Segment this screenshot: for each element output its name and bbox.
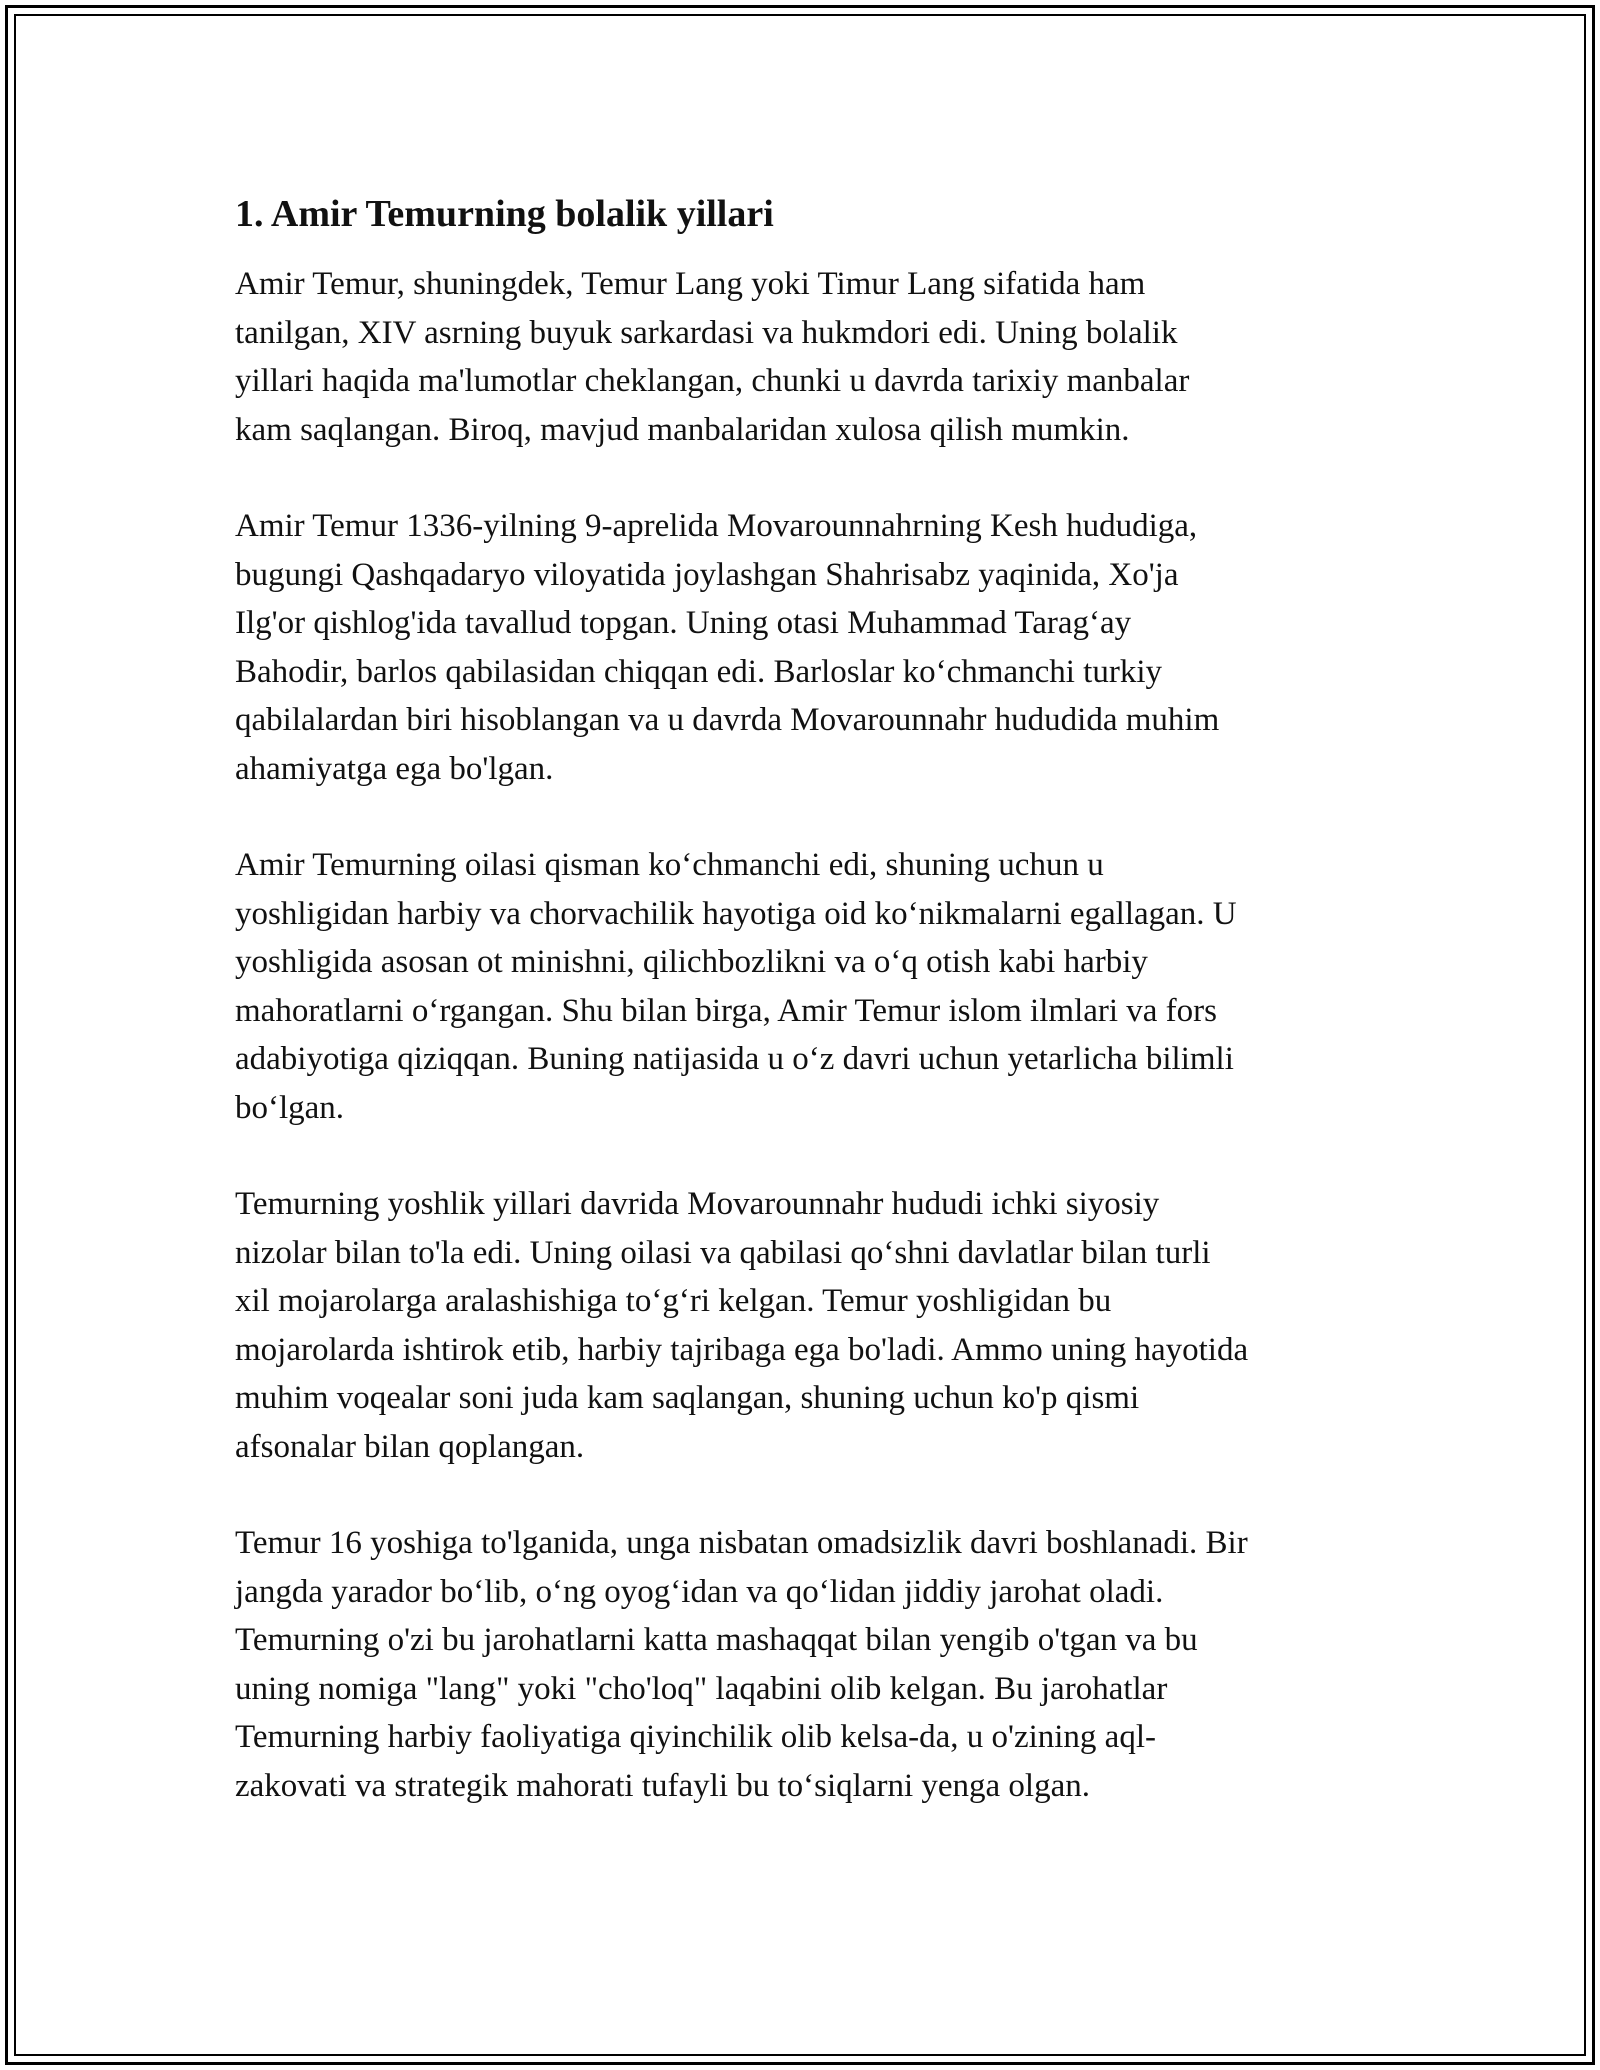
paragraph-line: Bahodir, barlos qabilasidan chiqqan edi. Barloslar ko‘chmanchi turkiy xyxy=(235,653,1163,690)
paragraph-line: kam saqlangan. Biroq, mavjud manbalaridan xulosa qilish mumkin. xyxy=(235,411,1130,448)
paragraph-line: Temurning yoshlik yillari davrida Movarounnahr hududi ichki siyosiy xyxy=(235,1186,1160,1222)
paragraph-line: Temurning o'zi bu jarohatlarni katta mashaqqat bilan yengib o'tgan va bu xyxy=(235,1622,1198,1658)
document-body xyxy=(235,190,1375,1858)
page-title: 1. Amir Temurning bolalik yillari xyxy=(235,193,774,235)
paragraph-5 xyxy=(235,1519,1375,1810)
paragraph-2 xyxy=(235,502,1375,793)
paragraph-line: Ilg'or qishlog'ida tavallud topgan. Uning otasi Muhammad Tarag‘ay xyxy=(235,605,1132,641)
paragraph-line: zakovati va strategik mahorati tufayli bu to‘siqlarni yenga olgan. xyxy=(235,1767,1090,1804)
paragraph-line: jangda yarador bo‘lib, o‘ng oyog‘idan va qo‘lidan jiddiy jarohat oladi. xyxy=(235,1573,1164,1610)
paragraph-line: Temurning harbiy faoliyatiga qiyinchilik olib kelsa-da, u o'zining aql- xyxy=(235,1719,1156,1755)
paragraph-line: tanilgan, XIV asrning buyuk sarkardasi va hukmdori edi. Uning bolalik xyxy=(235,314,1178,351)
paragraph-line: muhim voqealar soni juda kam saqlangan, shuning uchun ko'p qismi xyxy=(235,1380,1140,1416)
paragraph-line: yoshligida asosan ot minishni, qilichbozlikni va o‘q otish kabi harbiy xyxy=(235,944,1148,980)
paragraph-line: yoshligidan harbiy va chorvachilik hayotiga oid ko‘nikmalarni egallagan. U xyxy=(235,895,1237,932)
paragraph-3 xyxy=(235,841,1375,1132)
paragraph-line: Amir Temur 1336-yilning 9-aprelida Movarounnahrning Kesh hududiga, xyxy=(235,508,1198,544)
paragraph-line: bo‘lgan. xyxy=(235,1089,345,1126)
paragraph-line: bugungi Qashqadaryo viloyatida joylashgan Shahrisabz yaqinida, Xo'ja xyxy=(235,556,1179,593)
paragraph-line: uning nomiga "lang" yoki "cho'loq" laqabini olib kelgan. Bu jarohatlar xyxy=(235,1670,1168,1707)
paragraph-line: yillari haqida ma'lumotlar cheklangan, chunki u davrda tarixiy manbalar xyxy=(235,363,1190,399)
paragraph-line: qabilalardan biri hisoblangan va u davrda Movarounnahr hududida muhim xyxy=(235,702,1220,738)
paragraph-line: mahoratlarni o‘rgangan. Shu bilan birga, Amir Temur islom ilmlari va fors xyxy=(235,992,1218,1029)
paragraph-line: ahamiyatga ega bo'lgan. xyxy=(235,750,554,787)
paragraph-line: Temur 16 yoshiga to'lganida, unga nisbatan omadsizlik davri boshlanadi. Bir xyxy=(235,1525,1248,1561)
paragraph-1 xyxy=(235,260,1375,454)
paragraph-line: nizolar bilan to'la edi. Uning oilasi va qabilasi qo‘shni davlatlar bilan turli xyxy=(235,1234,1211,1271)
paragraph-line: Amir Temur, shuningdek, Temur Lang yoki Timur Lang sifatida ham xyxy=(235,266,1146,302)
paragraph-line: afsonalar bilan qoplangan. xyxy=(235,1428,585,1465)
paragraph-4 xyxy=(235,1180,1375,1471)
paragraph-line: Amir Temurning oilasi qisman ko‘chmanchi edi, shuning uchun u xyxy=(235,847,1104,883)
paragraph-line: xil mojarolarga aralashishiga to‘g‘ri kelgan. Temur yoshligidan bu xyxy=(235,1283,1112,1319)
paragraph-line: mojarolarda ishtirok etib, harbiy tajribaga ega bo'ladi. Ammo uning hayotida xyxy=(235,1331,1249,1368)
paragraph-line: adabiyotiga qiziqqan. Buning natijasida u o‘z davri uchun yetarlicha bilimli xyxy=(235,1041,1234,1077)
